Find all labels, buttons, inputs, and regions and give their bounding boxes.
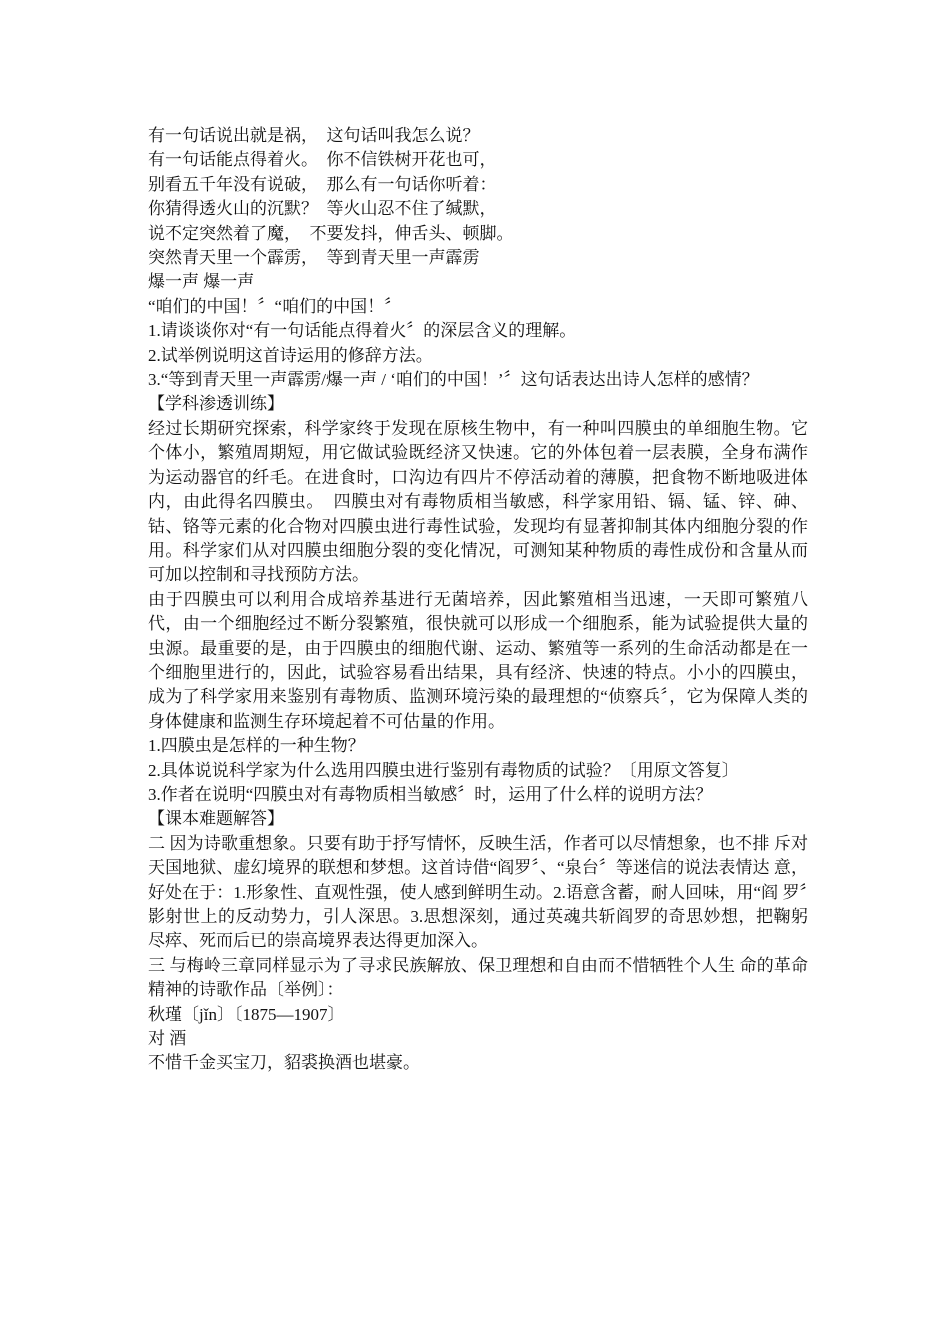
section-heading-interdisciplinary: 【学科渗透训练】: [148, 394, 284, 414]
question-2: 2.试举例说明这首诗运用的修辞方法。: [148, 345, 433, 365]
passage-paragraph-1: 经过长期研究探索，科学家终于发现在原核生物中，有一种叫四膜虫的单细胞生物。它个体小，繁殖周期短，用它做试验既经济又快速。它的外体包着一层表膜，全身布满作为运动器官的纤毛。在进食时，口沟边有四片不停活动着的薄膜，把食物不断地吸进体内，由此得名四膜虫。 四膜虫对有毒物质相当敏感，科学家用铅、镉、锰、锌、砷、钴、铬等元素的化合物对四膜虫进行毒性试验，发现均有显著抑制其体内细胞分裂的作用。科学家们从对四膜虫细胞分裂的变化情况，可测知某种物质的毒性成份和含量从而可加以控制和寻找预防方法。: [148, 418, 808, 585]
poem-line-2: 有一句话能点得着火。 你不信铁树开花也可，: [148, 150, 497, 170]
question-3: 3.“等到青天里一声霹雳/爆一声 / ‘咱们的中国！’〞这句话表达出诗人怎样的感情？: [148, 370, 759, 390]
answer-paragraph-3: 三 与梅岭三章同样显示为了寻求民族解放、保卫理想和自由而不惜牺牲个人生 命的革命精神的诗歌作品〔举例〕：: [148, 955, 808, 1000]
poem-line-3: 别看五千年没有说破， 那么有一句话你听着：: [148, 174, 497, 194]
passage-question-3: 3.作者在说明“四膜虫对有毒物质相当敏感〞时，运用了什么样的说明方法？: [148, 784, 713, 804]
section-heading-answers: 【课本难题解答】: [148, 809, 284, 829]
poem-line-8: “咱们的中国！〞“咱们的中国！〞: [148, 296, 402, 316]
poem-line-1: 有一句话说出就是祸， 这句话叫我怎么说？: [148, 126, 480, 145]
poem-first-line: 不惜千金买宝刀，貂裘换酒也堪豪。: [148, 1053, 420, 1073]
passage-question-1: 1.四膜虫是怎样的一种生物？: [148, 736, 365, 756]
poem-author: 秋瑾〔jǐn〕〔1875—1907〕: [148, 1004, 345, 1024]
poem-line-6: 突然青天里一个霹雳， 等到青天里一声霹雳: [148, 248, 480, 268]
passage-paragraph-2: 由于四膜虫可以利用合成培养基进行无菌培养，因此繁殖相当迅速，一天即可繁殖八代，由一个细胞经过不断分裂繁殖，很快就可以形成一个细胞系，能为试验提供大量的虫源。最重要的是，由于四膜虫的细胞代谢、运动、繁殖等一系列的生命活动都是在一个细胞里进行的，因此，试验容易看出结果，具有经济、快速的特点。小小的四膜虫，成为了科学家用来鉴别有毒物质、监测环境污染的最理想的“侦察兵〞，它为保障人类的身体健康和监测生存环境起着不可估量的作用。: [148, 589, 808, 731]
answer-paragraph-2: 二 因为诗歌重想象。只要有助于抒写情怀，反映生活，作者可以尽情想象，也不排 斥对天国地狱、虚幻境界的联想和梦想。这首诗借“阎罗〞、“泉台〞等迷信的说法表情达 意，好处在于：1.形象性、直观性强，使人感到鲜明生动。2.语意含蓄，耐人回味，用“阎 罗〞影射世上的反动势力，引人深思。3.思想深刻，通过英魂共斩阎罗的奇思妙想，把鞠躬 尽瘁、死而后已的崇高境界表达得更加深入。: [148, 833, 813, 951]
question-1: 1.请谈谈你对“有一句话能点得着火〞的深层含义的理解。: [148, 321, 577, 341]
passage-question-2: 2.具体说说科学家为什么选用四膜虫进行鉴别有毒物质的试验？〔用原文答复〕: [148, 760, 739, 780]
poem-line-7: 爆一声 爆一声: [148, 272, 255, 292]
document-body: [148, 124, 813, 1076]
poem-line-4: 你猜得透火山的沉默？ 等火山忍不住了缄默，: [148, 199, 497, 219]
poem-title: 对 酒: [148, 1029, 187, 1049]
poem-line-5: 说不定突然着了魔， 不要发抖，伸舌头、顿脚。: [148, 223, 514, 243]
